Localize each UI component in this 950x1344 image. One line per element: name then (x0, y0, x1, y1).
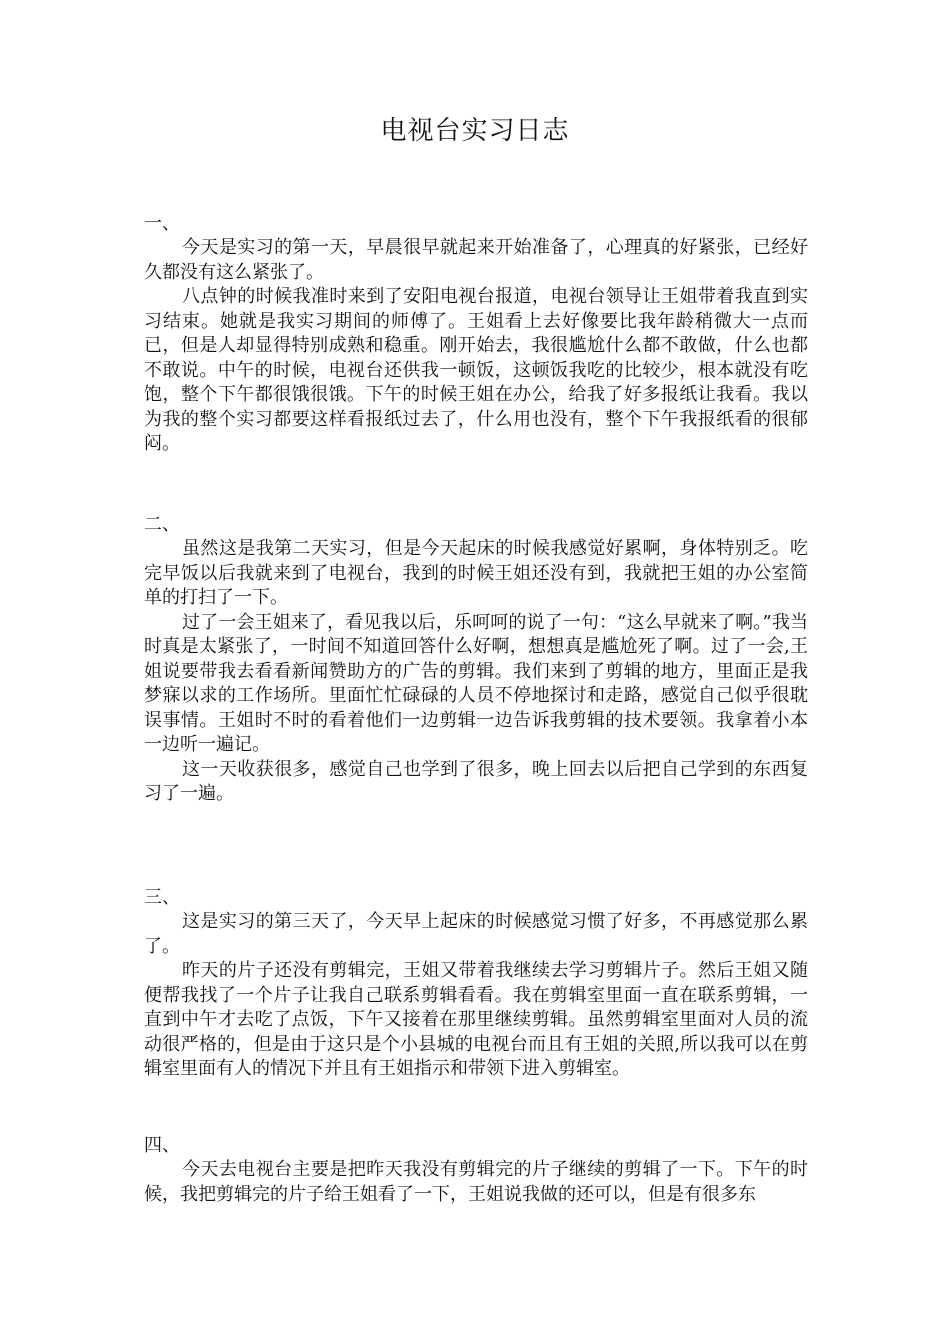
log-section-day-3 (144, 886, 808, 1082)
paragraph: 八点钟的时候我准时来到了安阳电视台报道，电视台领导让王姐带着我直到实习结束。她就是我实习期间的师傅了。王姐看上去好像要比我年龄稍微大一点而已，但是人却显得特别成熟和稳重。刚开始去，我很尴尬什么都不敢做，什么也都不敢说。中午的时候，电视台还供我一顿饭，这顿饭我吃的比较少，根本就没有吃饱，整个下午都很饿很饿。下午的时候王姐在办公，给我了好多报纸让我看。我以为我的整个实习都要这样看报纸过去了，什么用也没有，整个下午我报纸看的很郁闷。 (144, 286, 808, 454)
section-heading: 四、 (144, 1135, 180, 1156)
document-title: 电视台实习日志 (380, 116, 570, 146)
log-section-day-4 (144, 1134, 808, 1207)
log-section-day-1 (144, 212, 808, 457)
paragraph: 这是实习的第三天了，今天早上起床的时候感觉习惯了好多，不再感觉那么累了。 (144, 911, 808, 957)
paragraph: 今天去电视台主要是把昨天我没有剪辑完的片子继续的剪辑了一下。下午的时候，我把剪辑完的片子给王姐看了一下，王姐说我做的还可以，但是有很多东 (144, 1159, 808, 1205)
paragraph: 昨天的片子还没有剪辑完，王姐又带着我继续去学习剪辑片子。然后王姐又随便帮我找了一个片子让我自己联系剪辑看看。我在剪辑室里面一直在联系剪辑，一直到中午才去吃了点饭，下午又接着在那里继续剪辑。虽然剪辑室里面对人员的流动很严格的，但是由于这只是个小县城的电视台而且有王姐的关照,所以我可以在剪辑室里面有人的情况下并且有王姐指示和带领下进入剪辑室。 (144, 960, 808, 1079)
paragraph: 过了一会王姐来了，看见我以后，乐呵呵的说了一句：“这么早就来了啊。”我当时真是太紧张了，一时间不知道回答什么好啊，想想真是尴尬死了啊。过了一会,王姐说要带我去看看新闻赞助方的广告的剪辑。我们来到了剪辑的地方，里面正是我梦寐以求的工作场所。里面忙忙碌碌的人员不停地探讨和走路，感觉自己似乎很耽误事情。王姐时不时的看着他们一边剪辑一边告诉我剪辑的技术要领。我拿着小本一边听一遍记。 (144, 611, 808, 755)
paragraph: 虽然这是我第二天实习，但是今天起床的时候我感觉好累啊，身体特别乏。吃完早饭以后我就来到了电视台，我到的时候王姐还没有到，我就把王姐的办公室简单的打扫了一下。 (144, 538, 808, 608)
paragraph: 这一天收获很多，感觉自己也学到了很多，晚上回去以后把自己学到的东西复习了一遍。 (144, 758, 808, 804)
section-heading: 一、 (144, 213, 180, 234)
section-heading: 二、 (144, 514, 180, 535)
paragraph: 今天是实习的第一天，早晨很早就起来开始准备了，心理真的好紧张，已经好久都没有这么紧张了。 (144, 237, 808, 283)
section-heading: 三、 (144, 887, 180, 908)
log-section-day-2 (144, 513, 808, 807)
